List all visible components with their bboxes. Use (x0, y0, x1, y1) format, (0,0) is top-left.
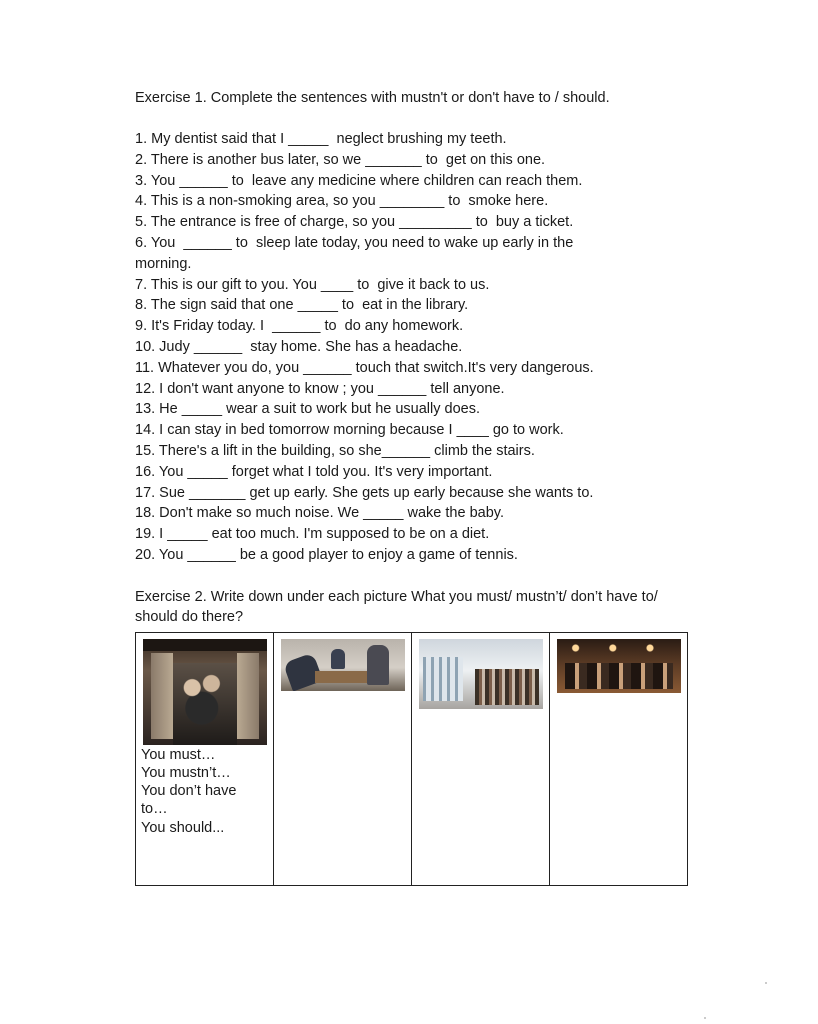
sentence: 13. He _____ wear a suit to work but he usually does. (135, 401, 480, 418)
hint-mustnt: You mustn’t… (141, 764, 231, 781)
sentence: 19. I _____ eat too much. I'm supposed to be on a diet. (135, 526, 490, 543)
hint-should: You should... (141, 819, 225, 836)
sentence: 20. You ______ be a good player to enjoy a game of tennis. (135, 546, 518, 563)
sentence: 18. Don't make so much noise. We _____ wake the baby. (135, 505, 504, 522)
sentence: 2. There is another bus later, so we _______ to get on this one. (135, 151, 546, 168)
sentence: 6. You ______ to sleep late today, you need to wake up early in the (135, 234, 574, 251)
picture-cell-restaurant (550, 632, 688, 885)
picture-cell-elevator (136, 632, 274, 885)
worksheet (135, 88, 695, 886)
hint-dont-have-to: to… (141, 801, 168, 818)
sentence: 8. The sign said that one _____ to eat in the library. (135, 297, 469, 314)
restaurant-photo (557, 639, 681, 693)
sentence: 5. The entrance is free of charge, so you _________ to buy a ticket. (135, 214, 574, 231)
picture-table (135, 632, 688, 886)
office-meeting-photo (281, 639, 405, 691)
sentence: 3. You ______ to leave any medicine where children can reach them. (135, 172, 583, 189)
sentence: 9. It's Friday today. I ______ to do any homework. (135, 318, 464, 335)
sentence: 11. Whatever you do, you ______ touch that switch.It's very dangerous. (135, 359, 594, 376)
sentence: 16. You _____ forget what I told you. It's very important. (135, 463, 493, 480)
sentence: 17. Sue _______ get up early. She gets up early because she wants to. (135, 484, 594, 501)
picture-cell-airport (412, 632, 550, 885)
hint-must: You must… (141, 746, 216, 763)
exercise-1-sentences (135, 129, 695, 566)
answer-hints (136, 746, 273, 837)
elevator-photo (143, 639, 267, 745)
sentence: morning. (135, 255, 192, 272)
scan-speck (765, 982, 767, 984)
sentence: 10. Judy ______ stay home. She has a headache. (135, 338, 463, 355)
scan-speck (704, 1017, 706, 1019)
sentence: 12. I don't want anyone to know ; you ______ tell anyone. (135, 380, 505, 397)
sentence: 7. This is our gift to you. You ____ to give it back to us. (135, 276, 490, 293)
airport-photo (419, 639, 543, 709)
hint-dont-have: You don’t have (141, 783, 237, 800)
exercise-2-title: Exercise 2. Write down under each picture What you must/ mustn’t/ don’t have to/ should do there? (135, 588, 658, 626)
sentence: 14. I can stay in bed tomorrow morning because I ____ go to work. (135, 422, 564, 439)
sentence: 1. My dentist said that I _____ neglect brushing my teeth. (135, 131, 507, 147)
exercise-1-title: Exercise 1. Complete the sentences with mustn't or don't have to / should. (135, 90, 610, 106)
picture-cell-office (274, 632, 412, 885)
sentence: 4. This is a non-smoking area, so you ________ to smoke here. (135, 193, 549, 210)
sentence: 15. There's a lift in the building, so she______ climb the stairs. (135, 442, 535, 459)
